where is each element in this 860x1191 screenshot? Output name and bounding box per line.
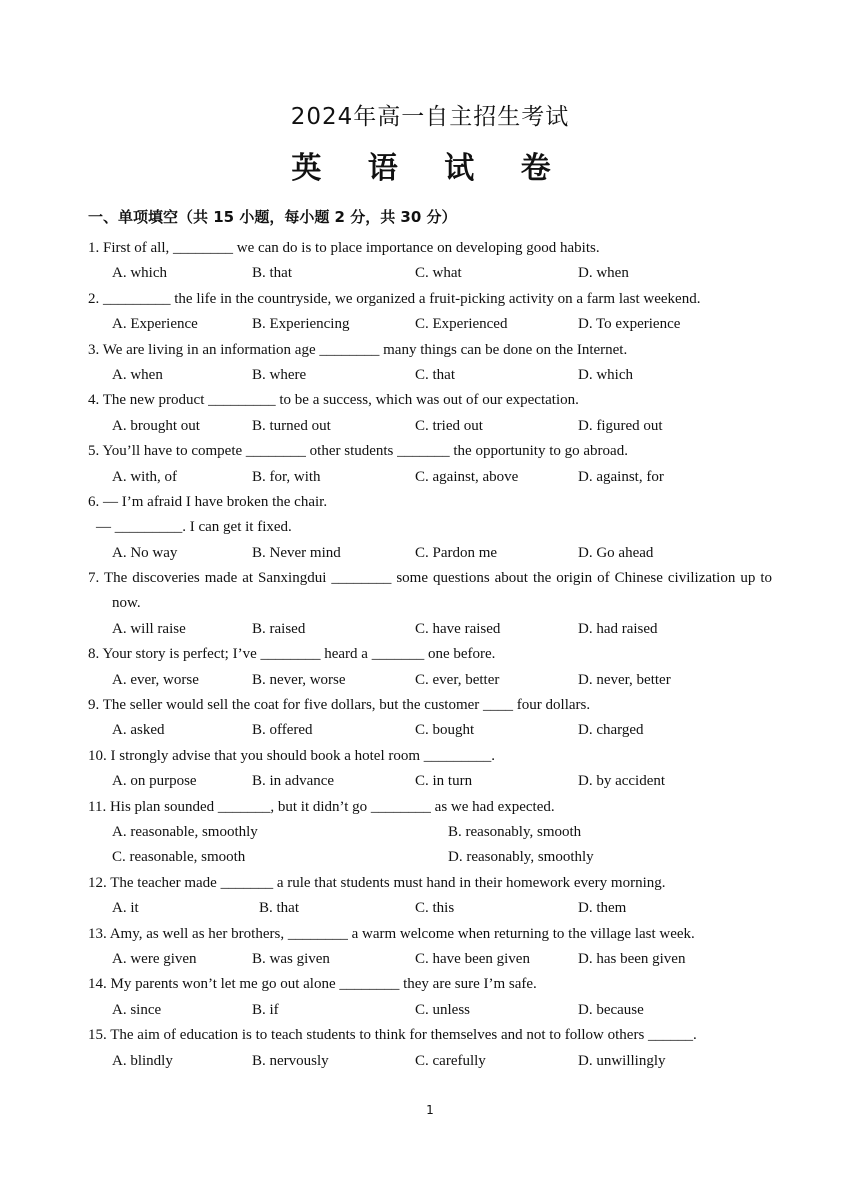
options-row [88,998,772,1023]
dialogue-reply: — _________. I can get it fixed. [96,519,292,536]
option-d: D. against, for [578,468,664,485]
option-d: D. charged [578,722,644,739]
option-d: D. by accident [578,773,666,790]
option-d: D. them [578,900,627,917]
option-d: D. Go ahead [578,544,654,561]
question-stem [88,490,772,515]
options-row [88,820,772,845]
options-row [88,947,772,972]
options-row [88,541,772,566]
options-row [88,617,772,642]
option-b: B. that [259,900,299,917]
option-d: D. reasonably, smoothly [448,849,594,866]
exam-title: 2024年高一自主招生考试 [290,104,570,130]
option-a: A. reasonable, smoothly [112,824,258,841]
option-c: C. tried out [415,417,483,434]
option-a: A. blindly [112,1052,173,1069]
option-c: C. ever, better [415,671,500,688]
question-number: 14. [88,976,107,993]
question-14 [88,972,772,1023]
question-text: The aim of education is to teach students to think for themselves and not to follow others ______. [110,1027,697,1044]
question-stem [88,439,772,464]
option-c: C. carefully [415,1052,486,1069]
question-stem [88,972,772,997]
question-text: Amy, as well as her brothers, ________ a warm welcome when returning to the village last week. [109,925,695,942]
option-d: D. To experience [578,316,681,333]
option-b: B. turned out [252,417,331,434]
question-number: 4. [88,392,100,409]
question-9 [88,693,772,744]
question-stem [88,236,772,261]
question-text: The teacher made _______ a rule that students must hand in their homework every morning. [110,874,666,891]
question-number: 9. [88,697,100,714]
options-row [88,261,772,286]
question-number: 3. [88,341,100,358]
question-8 [88,642,772,693]
option-b: B. Never mind [252,544,341,561]
question-15 [88,1023,772,1074]
question-stem [88,922,772,947]
question-number: 1. [88,240,100,256]
question-number: 8. [88,646,100,663]
option-a: A. since [112,1001,162,1018]
question-text: You’ll have to compete ________ other students _______ the opportunity to go abroad. [102,443,628,460]
question-text: My parents won’t let me go out alone ________ they are sure I’m safe. [110,976,537,993]
option-c: C. have raised [415,620,501,637]
option-a: A. it [112,900,139,917]
question-text: The seller would sell the coat for five dollars, but the customer ____ four dollars. [102,697,591,714]
question-3 [88,338,772,389]
option-a: A. Experience [112,316,198,333]
option-b: B. in advance [252,773,335,790]
option-b: B. was given [252,950,330,967]
options-row [88,1049,772,1074]
option-b: B. that [252,265,292,282]
option-a: A. brought out [112,417,200,434]
question-text: Your story is perfect; I’ve ________ heard a _______ one before. [102,646,496,663]
question-stem [88,795,772,820]
question-1 [88,236,772,287]
question-text: His plan sounded _______, but it didn’t go ________ as we had expected. [109,798,555,815]
question-number: 15. [88,1027,107,1044]
question-stem [88,1023,772,1048]
option-c: C. reasonable, smooth [112,849,246,866]
option-d: D. unwillingly [578,1052,666,1069]
question-stem [88,338,772,363]
option-c: C. bought [415,722,475,739]
question-number: 13. [88,925,107,942]
question-stem [88,871,772,896]
question-4 [88,388,772,439]
option-c: C. unless [415,1001,471,1018]
options-row [88,312,772,337]
option-c: C. have been given [415,950,530,967]
question-text: I strongly advise that you should book a hotel room _________. [110,747,496,764]
option-c: C. what [415,265,462,282]
question-12 [88,871,772,922]
subject-title: 英 语 试 卷 [291,151,569,186]
option-b: B. raised [252,620,306,637]
option-a: A. No way [112,544,178,561]
option-b: B. if [252,1001,279,1018]
option-a: A. on purpose [112,773,197,790]
question-stem [88,388,772,413]
option-d: D. never, better [578,671,671,688]
option-b: B. Experiencing [252,316,350,333]
question-number: 7. [88,570,100,587]
option-b: B. never, worse [252,671,346,688]
option-b: B. offered [252,722,313,739]
options-row [88,465,772,490]
question-text: — I’m afraid I have broken the chair. [103,493,328,510]
option-d: D. had raised [578,620,658,637]
option-a: A. with, of [112,468,177,485]
option-c: C. that [415,366,455,383]
option-a: A. ever, worse [112,671,199,688]
question-text: _________ the life in the countryside, we organized a fruit-picking activity on a farm last weekend. [103,290,701,307]
question-text: We are living in an information age ________ many things can be done on the Internet. [102,341,628,358]
option-d: D. has been given [578,950,686,967]
question-6 [88,490,772,566]
option-a: A. will raise [112,620,186,637]
question-list [88,236,772,1074]
question-11 [88,795,772,871]
option-a: A. which [112,265,167,282]
question-text: First of all, ________ we can do is to place importance on developing good habits. [103,240,600,256]
options-row [88,896,772,921]
option-d: D. because [578,1001,644,1018]
section-heading: 一、单项填空（共 15 小题，每小题 2 分，共 30 分） [88,208,457,226]
option-d: D. when [578,265,629,282]
question-7 [88,566,772,642]
question-number: 2. [88,290,100,307]
page-number: 1 [426,1103,434,1117]
question-text: The new product _________ to be a success, which was out of our expectation. [102,392,579,409]
question-number: 10. [88,747,107,764]
question-13 [88,922,772,973]
options-row [88,718,772,743]
option-c: C. Experienced [415,316,508,333]
question-number: 12. [88,874,107,891]
option-b: B. nervously [252,1052,329,1069]
option-c: C. in turn [415,773,473,790]
question-10 [88,744,772,795]
option-d: D. which [578,366,633,383]
question-5 [88,439,772,490]
question-number: 11. [88,798,107,815]
options-row [88,668,772,693]
question-stem [88,287,772,312]
option-a: A. when [112,366,163,383]
question-stem [88,744,772,769]
options-row [88,769,772,794]
question-number: 5. [88,443,100,460]
option-c: C. this [415,900,455,917]
question-stem [88,642,772,667]
question-number: 6. [88,493,100,510]
options-row [88,414,772,439]
options-row [88,845,772,870]
option-c: C. against, above [415,468,519,485]
option-b: B. for, with [252,468,321,485]
option-a: A. were given [112,950,197,967]
question-2 [88,287,772,338]
option-c: C. Pardon me [415,544,498,561]
question-stem [88,566,772,617]
options-row [88,363,772,388]
question-stem [88,693,772,718]
question-text: The discoveries made at Sanxingdui ________ some questions about the origin of Chinese civilization up to now. [103,570,772,612]
option-b: B. reasonably, smooth [448,824,582,841]
option-b: B. where [252,366,307,383]
option-d: D. figured out [578,417,663,434]
option-a: A. asked [112,722,165,739]
